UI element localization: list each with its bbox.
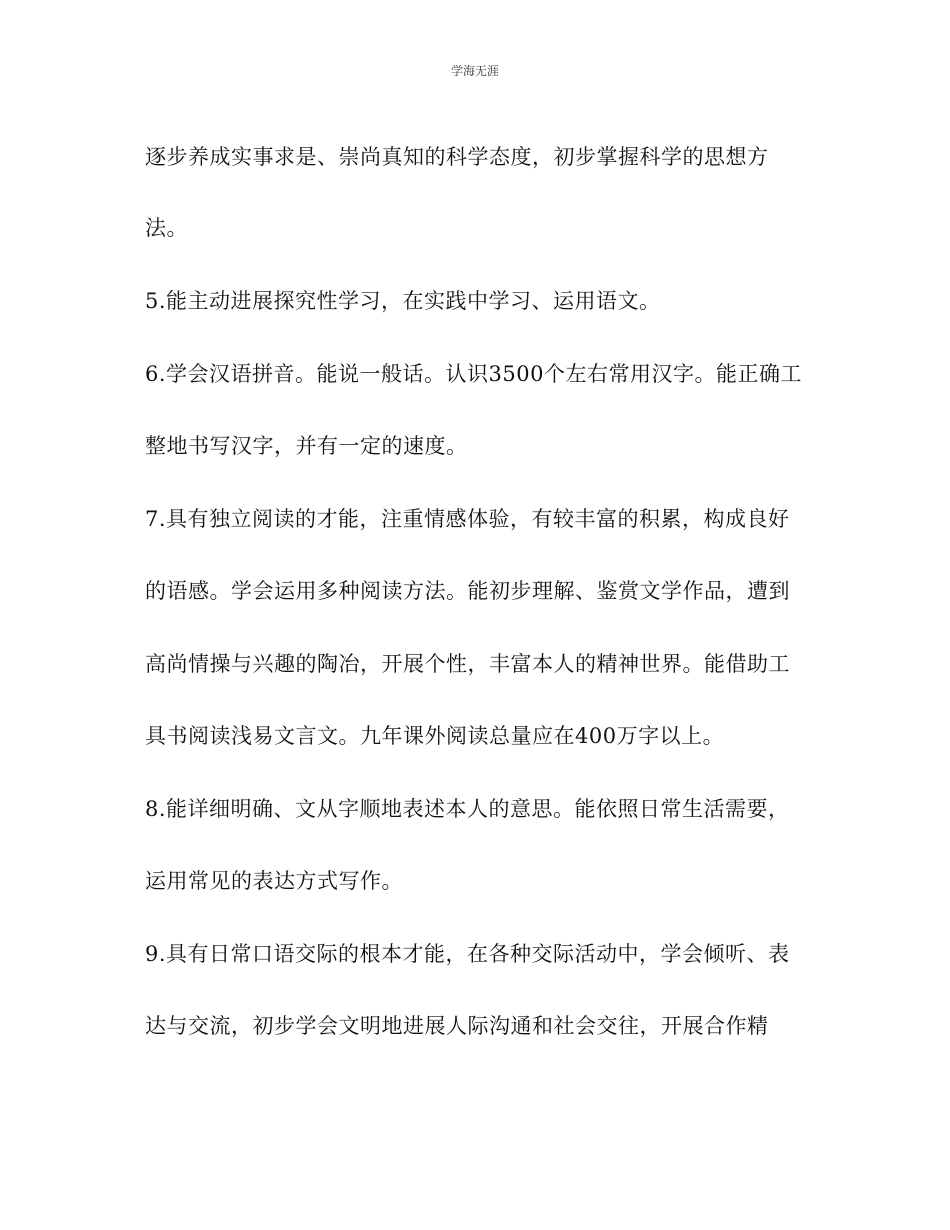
text-line: 9.具有日常口语交际的根本才能，在各种交际活动中，学会倾听、表 xyxy=(145,942,790,966)
text-line: 的语感。学会运用多种阅读方法。能初步理解、鉴赏文学作品，遭到 xyxy=(145,579,790,603)
text-line: 8.能详细明确、文从字顺地表述本人的意思。能依照日常生活需要， xyxy=(145,797,790,821)
text-line: 逐步养成实事求是、崇尚真知的科学态度，初步掌握科学的思想方 xyxy=(145,145,769,169)
text-line: 达与交流，初步学会文明地进展人际沟通和社会交往，开展合作精 xyxy=(145,1014,769,1038)
text-line: 运用常见的表达方式写作。 xyxy=(145,869,403,893)
text-line: 具书阅读浅易文言文。九年课外阅读总量应在400万字以上。 xyxy=(145,724,725,748)
page-header: 学海无涯 xyxy=(450,64,499,78)
text-line: 高尚情操与兴趣的陶冶，开展个性，丰富本人的精神世界。能借助工 xyxy=(145,652,790,676)
text-line: 5.能主动进展探究性学习，在实践中学习、运用语文。 xyxy=(145,289,661,313)
text-line: 整地书写汉字，并有一定的速度。 xyxy=(145,434,468,458)
text-line: 法。 xyxy=(145,216,188,240)
text-line: 6.学会汉语拼音。能说一般话。认识3500个左右常用汉字。能正确工 xyxy=(145,362,802,386)
text-line: 7.具有独立阅读的才能，注重情感体验，有较丰富的积累，构成良好 xyxy=(145,507,790,531)
